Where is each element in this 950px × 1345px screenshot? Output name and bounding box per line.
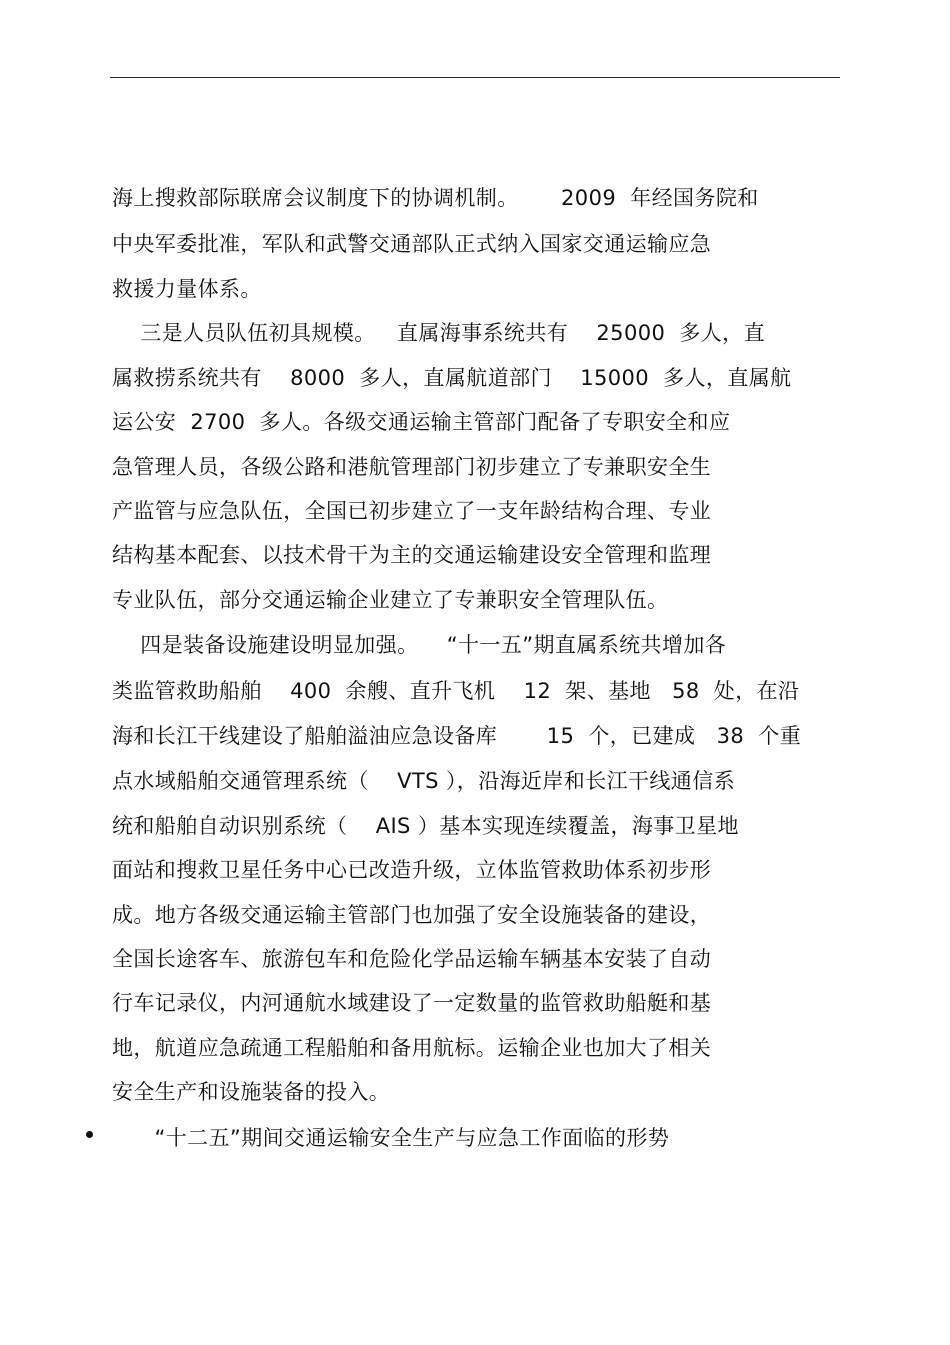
paragraph-line: 产监管与应急队伍，全国已初步建立了一支年龄结构合理、专业	[112, 499, 712, 523]
paragraph-line: 急管理人员，各级公路和港航管理部门初步建立了专兼职安全生	[112, 455, 712, 479]
paragraph-line: 面站和搜救卫星任务中心已改造升级，立体监管救助体系初步形	[112, 858, 712, 882]
paragraph-line: 运公安 2700 多人。各级交通运输主管部门配备了专职安全和应	[112, 410, 731, 434]
paragraph-line: 四是装备设施建设明显加强。 “十一五”期直属系统共增加各	[112, 633, 727, 657]
paragraph-line: 安全生产和设施装备的投入。	[112, 1080, 391, 1104]
bullet-dot	[86, 1131, 93, 1138]
paragraph-line: 成。地方各级交通运输主管部门也加强了安全设施装备的建设，	[112, 903, 712, 927]
paragraph-line: 行车记录仪，内河通航水域建设了一定数量的监管救助船艇和基	[112, 991, 712, 1015]
paragraph-line: 三是人员队伍初具规模。 直属海事系统共有 25000 多人，直	[112, 321, 765, 345]
paragraph-line: 结构基本配套、以技术骨干为主的交通运输建设安全管理和监理	[112, 543, 712, 567]
paragraph-line: 海和长江干线建设了船舶溢油应急设备库 15 个，已建成 38 个重	[112, 724, 802, 748]
paragraph-line: 统和船舶自动识别系统（ AIS ）基本实现连续覆盖，海事卫星地	[112, 814, 739, 838]
paragraph-line: 点水域船舶交通管理系统（ VTS ），沿海近岸和长江干线通信系	[112, 769, 735, 793]
paragraph-line: 海上搜救部际联席会议制度下的协调机制。 2009 年经国务院和	[112, 186, 759, 210]
paragraph-line: 类监管救助船舶 400 余艘、直升飞机 12 架、基地 58 处，在沿	[112, 679, 800, 703]
paragraph-line: 属救捞系统共有 8000 多人，直属航道部门 15000 多人，直属航	[112, 366, 792, 390]
paragraph-line: 地，航道应急疏通工程船舶和备用航标。运输企业也加大了相关	[112, 1036, 712, 1060]
paragraph-line: 全国长途客车、旅游包车和危险化学品运输车辆基本安装了自动	[112, 947, 712, 971]
header-rule	[110, 77, 840, 78]
paragraph-line: 救援力量体系。	[112, 277, 262, 301]
section-heading: “十二五”期间交通运输安全生产与应急工作面临的形势	[112, 1126, 670, 1150]
paragraph-line: 专业队伍，部分交通运输企业建立了专兼职安全管理队伍。	[112, 588, 669, 612]
paragraph-line: 中央军委批准，军队和武警交通部队正式纳入国家交通运输应急	[112, 232, 712, 256]
